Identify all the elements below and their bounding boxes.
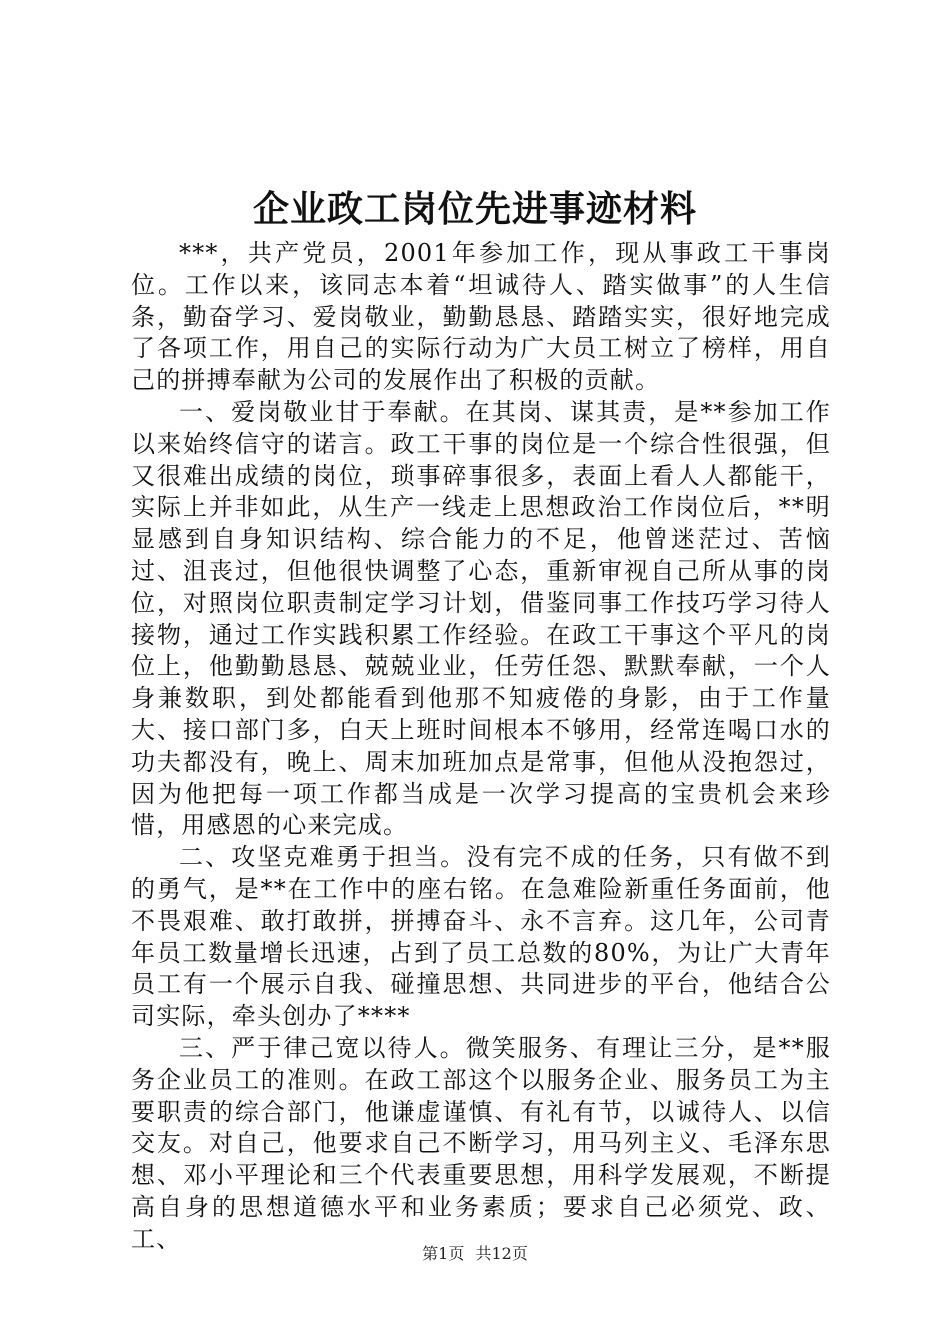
document-body — [131, 238, 831, 1256]
page-number: 第1页 — [422, 1244, 465, 1263]
paragraph-section-3: 三、严于律己宽以待人。微笑服务、有理让三分，是**服务企业员工的准则。在政工部这个以服务企业、服务员工为主要职责的综合部门，他谦虚谨慎、有礼有节，以诚待人、以信交友。对自己，他要求自己不断学习，用马列主义、毛泽东思想、邓小平理论和三个代表重要思想，用科学发展观，不断提高自身的思想道德水平和业务素质；要求自己必须党、政、工、 — [131, 1033, 831, 1253]
page-total: 共12页 — [475, 1244, 528, 1263]
paragraph-section-1: 一、爱岗敬业甘于奉献。在其岗、谋其责，是**参加工作以来始终信守的诺言。政工干事的岗位是一个综合性很强，但又很难出成绩的岗位，琐事碎事很多，表面上看人人都能干，实际上并非如此，从生产一线走上思想政治工作岗位后，**明显感到自身知识结构、综合能力的不足，他曾迷茫过、苦恼过、沮丧过，但他很快调整了心态，重新审视自己所从事的岗位，对照岗位职责制定学习计划，借鉴同事工作技巧学习待人接物，通过工作实践积累工作经验。在政工干事这个平凡的岗位上，他勤勤恳恳、兢兢业业，任劳任怨、默默奉献，一个人身兼数职，到处都能看到他那不知疲倦的身影，由于工作量大、接口部门多，白天上班时间根本不够用，经常连喝口水的功夫都没有，晚上、周末加班加点是常事，但他从没抱怨过，因为他把每一项工作都当成是一次学习提高的宝贵机会来珍惜，用感恩的心来完成。 — [131, 397, 831, 840]
paragraph-section-2: 二、攻坚克难勇于担当。没有完不成的任务，只有做不到的勇气，是**在工作中的座右铭。在急难险新重任务面前，他不畏艰难、敢打敢拼，拼搏奋斗、永不言弃。这几年，公司青年员工数量增长迅速，占到了员工总数的80%，为让广大青年员工有一个展示自我、碰撞思想、共同进步的平台，他结合公司实际，牵头创办了**** — [131, 843, 831, 1031]
page-footer — [0, 1243, 950, 1265]
document-title: 企业政工岗位先进事迹材料 — [252, 188, 697, 230]
paragraph-intro: ***，共产党员，2001年参加工作，现从事政工干事岗位。工作以来，该同志本着“坦诚待人、踏实做事”的人生信条，勤奋学习、爱岗敬业，勤勤恳恳、踏踏实实，很好地完成了各项工作，用自己的实际行动为广大员工树立了榜样，用自己的拼搏奉献为公司的发展作出了积极的贡献。 — [131, 239, 831, 395]
